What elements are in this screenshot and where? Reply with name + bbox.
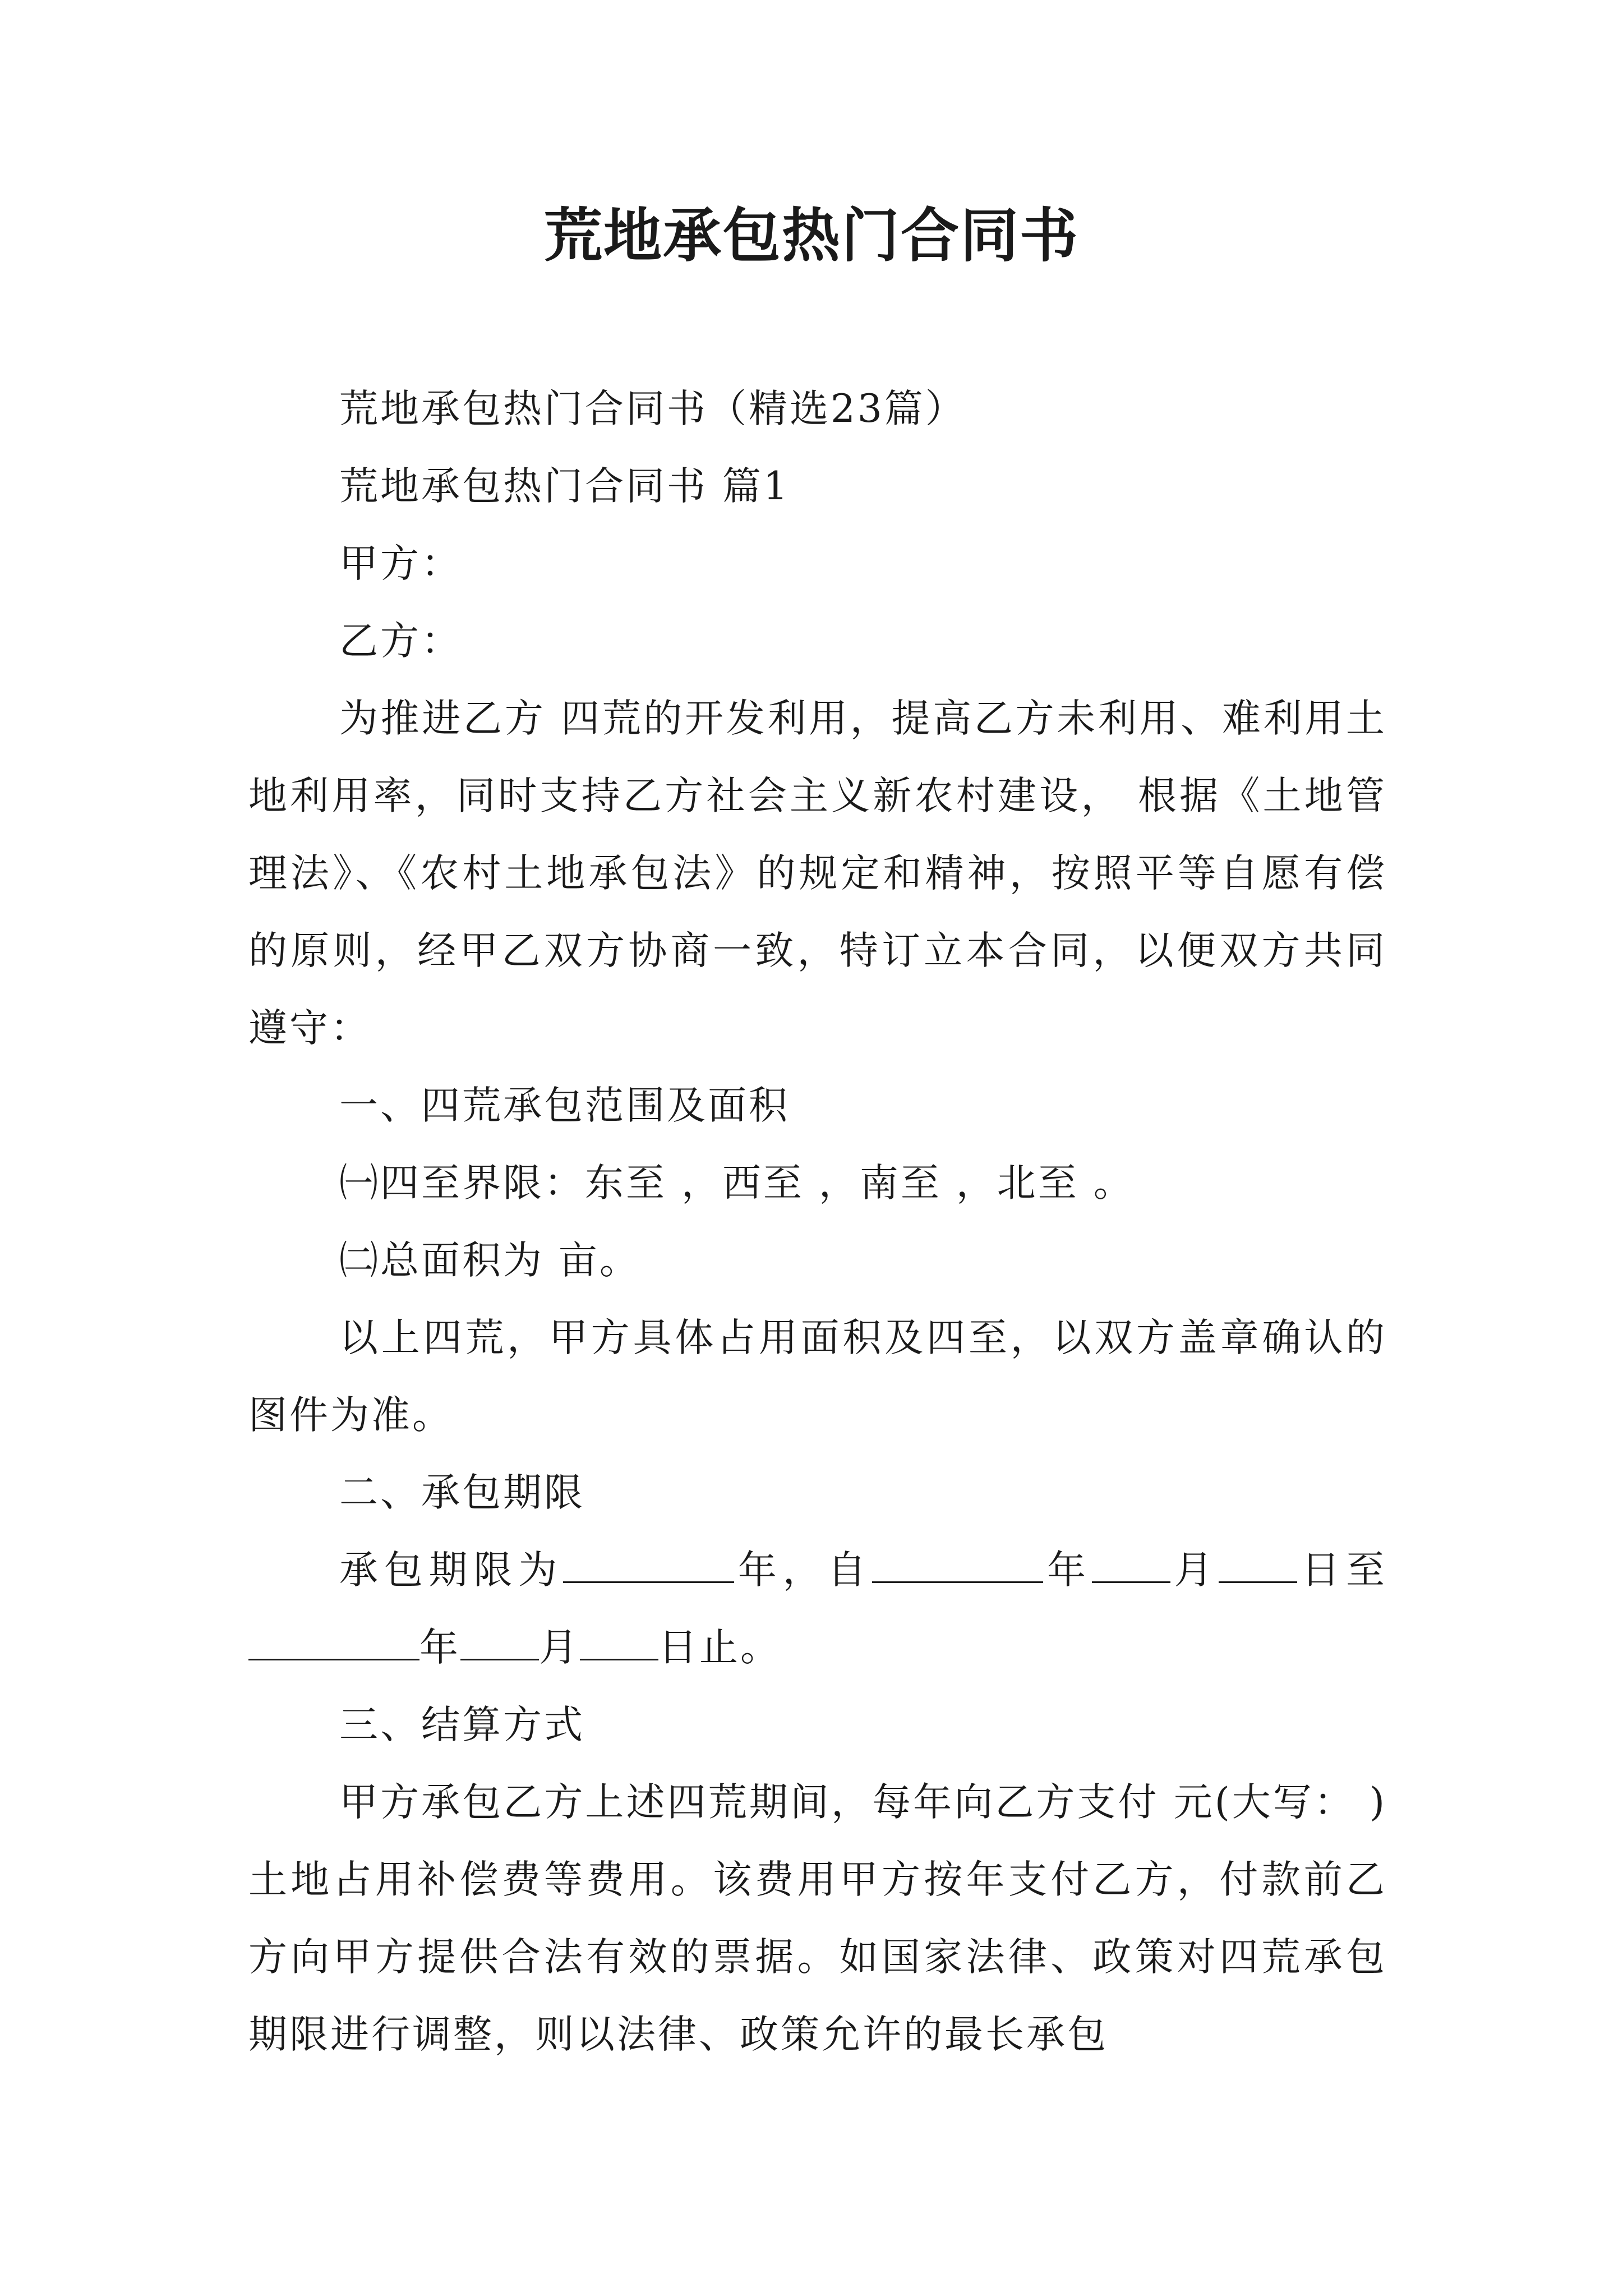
section-heading: 荒地承包热门合同书 篇1: [339, 464, 790, 509]
start-month-blank: [1092, 1541, 1170, 1583]
term-years-blank: [563, 1541, 734, 1583]
clause2-term-paragraph: [248, 1531, 1387, 1686]
clause2-text-5: 日至: [1297, 1548, 1387, 1593]
clause2-heading: 二、承包期限: [339, 1470, 585, 1515]
clause3-paragraph: 甲方承包乙方上述四荒期间，每年向乙方支付 元(大写： )土地占用补偿费等费用。该费用甲方按年支付乙方，付款前乙方向甲方提供合法有效的票据。如国家法律、政策对四荒承包期限进行调整，则以法律、政策允许的最长承包: [248, 1780, 1387, 2057]
document-body: [248, 370, 1387, 2073]
clause3-heading: 三、结算方式: [339, 1703, 585, 1747]
clause1-heading: 一、四荒承包范围及面积: [339, 1083, 790, 1128]
intro-paragraph: 为推进乙方 四荒的开发利用，提高乙方未利用、难利用土地利用率，同时支持乙方社会主义新农村建设， 根据《土地管理法》、《农村土地承包法》的规定和精神，按照平等自愿有偿的原则，经甲乙双方协商一致，特订立本合同，以便双方共同遵守：: [248, 696, 1387, 1051]
party-b-label: 乙方：: [339, 619, 462, 664]
clause2-text-6: 年: [419, 1625, 460, 1670]
document-title: 荒地承包热门合同书: [543, 201, 1079, 270]
clause2-text-2: 年，自: [734, 1548, 873, 1593]
end-month-blank: [460, 1618, 539, 1660]
start-day-blank: [1219, 1541, 1297, 1583]
clause2-text-7: 月: [539, 1625, 580, 1670]
clause2-text-1: 承包期限为: [339, 1548, 563, 1593]
clause2-text-3: 年: [1043, 1548, 1092, 1593]
clause1-boundaries: ㈠四至界限：东至 ，西至 ，南至 ，北至 。: [339, 1161, 1135, 1205]
clause1-note: 以上四荒，甲方具体占用面积及四至，以双方盖章确认的图件为准。: [248, 1315, 1387, 1438]
start-year-blank: [872, 1541, 1043, 1583]
clause2-text-4: 月: [1170, 1548, 1219, 1593]
party-a-label: 甲方：: [339, 541, 462, 586]
end-year-blank: [248, 1618, 419, 1660]
clause2-text-8: 日止。: [658, 1625, 781, 1670]
document-subtitle: 荒地承包热门合同书（精选23篇）: [339, 386, 966, 431]
clause1-area: ㈡总面积为 亩。: [339, 1238, 640, 1283]
end-day-blank: [580, 1618, 658, 1660]
